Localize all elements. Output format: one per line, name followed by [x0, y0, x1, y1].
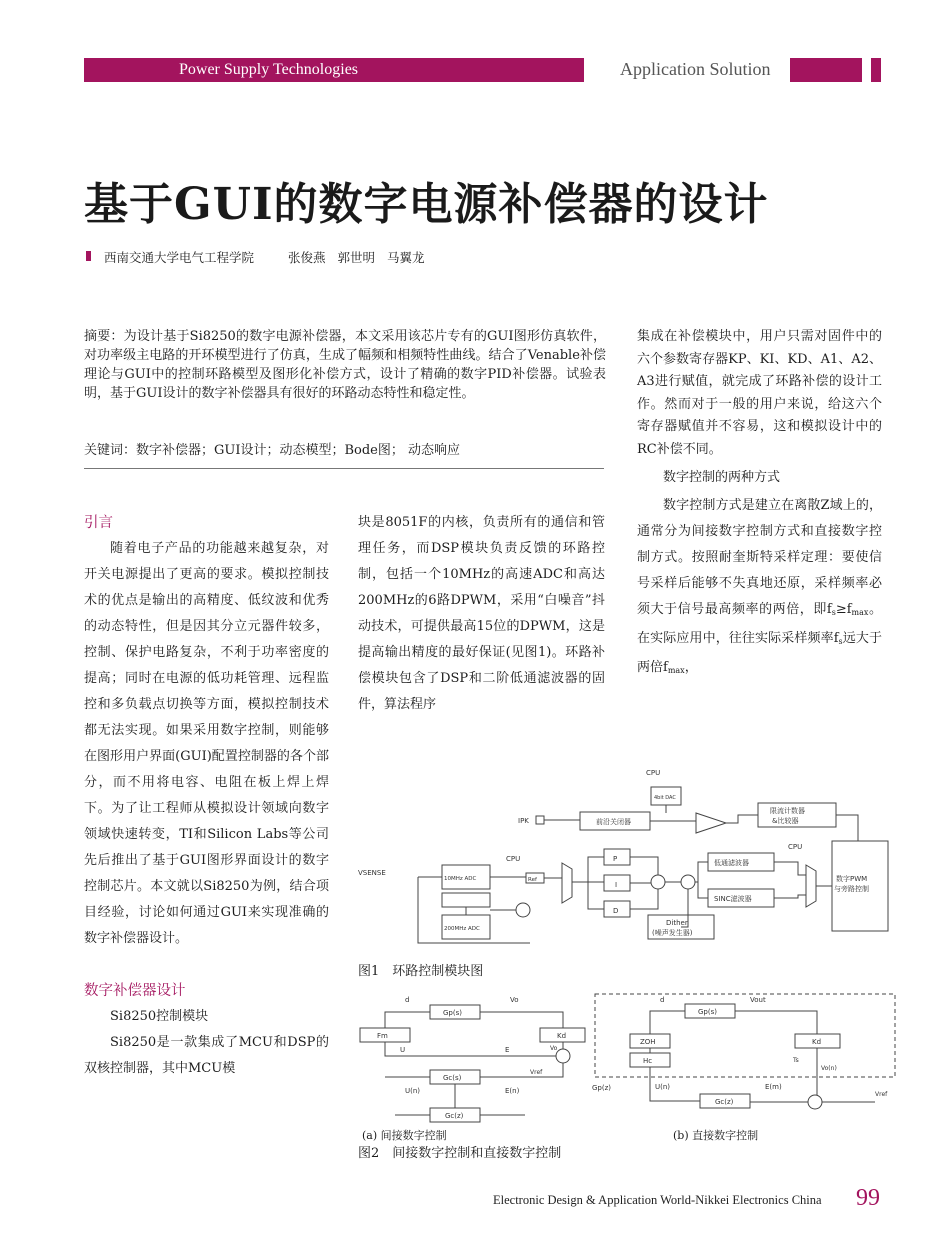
fig2b-von-label: Vo(n)	[821, 1065, 837, 1072]
fig2a-vref-label: Vref	[530, 1069, 543, 1076]
fig2a-vo-label: Vo	[510, 996, 519, 1004]
column-3	[637, 326, 882, 684]
fig1-leading-edge-label: 前沿关闭器	[596, 818, 631, 826]
fig1-sinc-label: SINC滤波器	[714, 895, 752, 903]
abstract: 摘要：为设计基于Si8250的数字电源补偿器，本文采用该芯片专有的GUI图形仿真软件，对功率级主电路的开环模型进行了仿真，生成了幅频和相频特性曲线。结合了Venable补偿理论与GUI中的控制环路模型及图形化补偿方式，设计了精确的数字PID补偿器。试验表明，基于GUI设计的数字补偿器具有很好的环路动态特性和稳定性。	[84, 329, 606, 401]
figure-1-loop-control-diagram	[358, 765, 898, 955]
fig2b-gpz-label: Gp(z)	[592, 1084, 612, 1092]
fig1-dpwm-label-2: 与旁路控制	[834, 885, 869, 893]
section-heading-intro: 引言	[84, 515, 113, 531]
fig2b-gcz-label: Gc(z)	[715, 1098, 734, 1106]
fig2b-gps-label: Gp(s)	[698, 1008, 717, 1016]
fig1-current-limit-label: 限流计数器	[770, 807, 805, 815]
intro-paragraph: 随着电子产品的功能越来越复杂，对开关电源提出了更高的要求。模拟控制技术的优点是输出的高精度、低纹波和优秀的动态特性，但是因其分立元器件较多，控制、保护电路复杂，不利于功率密度的提高；同时在电源的低功耗管理、远程监控和多负载点切换等方面，模拟控制技术都无法实现。如果采用数字控制，则能够在图形用户界面(GUI)配置控制器的各个部分，而不用将电容、电阻在板上焊上焊下。为了让工程师从模拟设计领域向数字领域快速转变，TI和Silicon Labs等公司先后推出了基于GUI图形界面设计的数字控制芯片。本文就以Si8250为例，结合项目经验，讨论如何通过GUI来实现准确的数字补偿器设计。	[84, 541, 329, 946]
fig1-cpu-label-mid: CPU	[506, 855, 521, 863]
authors: 张俊燕 郭世明 马翼龙	[288, 250, 425, 265]
fig1-sum-1	[651, 875, 665, 889]
fig1-ref-label: Ref	[528, 877, 537, 883]
fig1-dither-label-2: (噪声发生器)	[652, 929, 693, 937]
subsection-heading-two-methods: 数字控制的两种方式	[663, 470, 781, 485]
fig1-p-label: P	[613, 855, 618, 863]
fig1-cpu-label-right: CPU	[788, 843, 803, 851]
page-number: 99	[856, 1185, 880, 1211]
fig1-d-label: D	[613, 907, 619, 915]
fig1-ipk-port	[536, 816, 544, 824]
fig2b-vref-label: Vref	[875, 1091, 888, 1098]
column-3-intro: 集成在补偿模块中，用户只需对固件中的六个参数寄存器KP、KI、KD、A1、A2、A3进行赋值，就完成了环路补偿的设计工作。然而对于一般的用户来说，给这六个寄存器赋值并不容易，这和模拟设计中的RC补偿不同。	[637, 329, 882, 457]
fig2a-sum	[556, 1049, 570, 1063]
fig1-sum-3	[516, 903, 530, 917]
fig2b-hc-label: Hc	[643, 1057, 653, 1065]
abstract-divider	[84, 468, 604, 469]
fig1-mux-1	[562, 863, 572, 903]
fig1-dac-label: 4bit DAC	[654, 795, 676, 801]
column-2-paragraph: 块是8051F的内核，负责所有的通信和管理任务，而DSP模块负责反馈的环路控制，包括一个10MHz的高速ADC和高达200MHz的6路DPWM，采用“白噪音”抖动技术，可提供最高15位的DPWM，这是提高输出精度的最好保证(见图1)。环路补偿模块包含了DSP和二阶低通滤波器的固件，算法程序	[358, 515, 605, 712]
fig1-bypass-block	[442, 893, 490, 907]
fig2b-vout-label: Vout	[750, 996, 766, 1004]
fig1-adc2-label: 200MHz ADC	[444, 926, 480, 932]
column-1	[84, 510, 329, 1082]
fig1-lpf-label: 低通滤波器	[714, 859, 749, 867]
fig2a-gps-label: Gp(s)	[443, 1009, 462, 1017]
header-category-label: Application Solution	[620, 59, 771, 79]
header-accent-block	[871, 58, 881, 82]
header-section-bar	[84, 58, 584, 82]
article-title: 基于GUI的数字电源补偿器的设计	[84, 179, 769, 230]
figure-2-control-diagrams	[355, 990, 900, 1125]
fig2b-un-label: U(n)	[655, 1083, 671, 1091]
fig2b-kd-label: Kd	[812, 1038, 822, 1046]
fig1-dither-label: Dither	[666, 919, 688, 927]
column-2	[358, 510, 605, 718]
fig2a-en-label: E(n)	[505, 1087, 520, 1095]
keywords: 关键词：数字补偿器；GUI设计；动态模型；Bode图； 动态响应	[84, 443, 461, 458]
fig2a-kd-label: Kd	[557, 1032, 567, 1040]
column-3-body: 数字控制方式是建立在离散Z域上的，通常分为间接数字控制方式和直接数字控制方式。按照耐奎斯特采样定理：要使信号采样后能够不失真地还原，采样频率必须大于信号最高频率的两倍，即$f_s\ge f_{max}$。在实际应用中，往往实际采样频率$f_s$远大于两倍$f_{max}$，	[637, 498, 882, 675]
fig2a-gcz-label: Gc(z)	[445, 1112, 464, 1120]
fig2b-d-label: d	[660, 996, 665, 1004]
fig1-mux-2	[806, 865, 816, 907]
fig2b-dashed-boundary	[595, 994, 895, 1077]
fig2a-d-label: d	[405, 996, 410, 1004]
fig1-dpwm-label: 数字PWM	[836, 875, 868, 883]
fig1-comparator	[696, 813, 726, 833]
figure-1-caption: 图1 环路控制模块图	[358, 964, 484, 979]
fig2a-fm-label: Fm	[377, 1032, 388, 1040]
figure-2-caption: 图2 间接数字控制和直接数字控制	[358, 1146, 562, 1161]
subsection-heading-si8250: Si8250控制模块	[110, 1009, 209, 1024]
fig1-adc1-label: 10MHz ADC	[444, 876, 477, 882]
fig2a-u-label: U	[400, 1046, 406, 1054]
fig2a-un-label: U(n)	[405, 1087, 421, 1095]
fig1-cpu-label-top: CPU	[646, 769, 661, 777]
fig1-compare-label: &比较器	[772, 817, 799, 825]
section-heading-design: 数字补偿器设计	[84, 983, 186, 999]
design-paragraph: Si8250是一款集成了MCU和DSP的双核控制器，其中MCU模	[84, 1035, 329, 1076]
figure-2a-label: (a) 间接数字控制	[362, 1129, 447, 1142]
fig1-i-label: I	[615, 881, 618, 889]
header-accent-bar	[790, 58, 862, 82]
fig1-sum-2	[681, 875, 695, 889]
affiliation: 西南交通大学电气工程学院	[104, 250, 255, 265]
fig2b-ts-label: Ts	[793, 1057, 799, 1064]
affiliation-marker	[86, 251, 91, 261]
fig2a-gcs-label: Gc(s)	[443, 1074, 462, 1082]
fig2b-em-label: E(m)	[765, 1083, 782, 1091]
fig2a-e-label: E	[505, 1046, 510, 1054]
header-section-label: Power Supply Technologies	[179, 61, 359, 78]
fig1-vsense-label: VSENSE	[358, 869, 386, 877]
fig2a-vo-label-2: Vo	[550, 1045, 558, 1052]
fig1-ipk-label: IPK	[518, 817, 529, 825]
journal-name: Electronic Design & Application World-Nikkei Electronics China	[493, 1193, 822, 1207]
fig2b-sum	[808, 1095, 822, 1109]
fig2b-zoh-label: ZOH	[640, 1038, 656, 1046]
figure-2b-label: (b) 直接数字控制	[673, 1129, 759, 1142]
